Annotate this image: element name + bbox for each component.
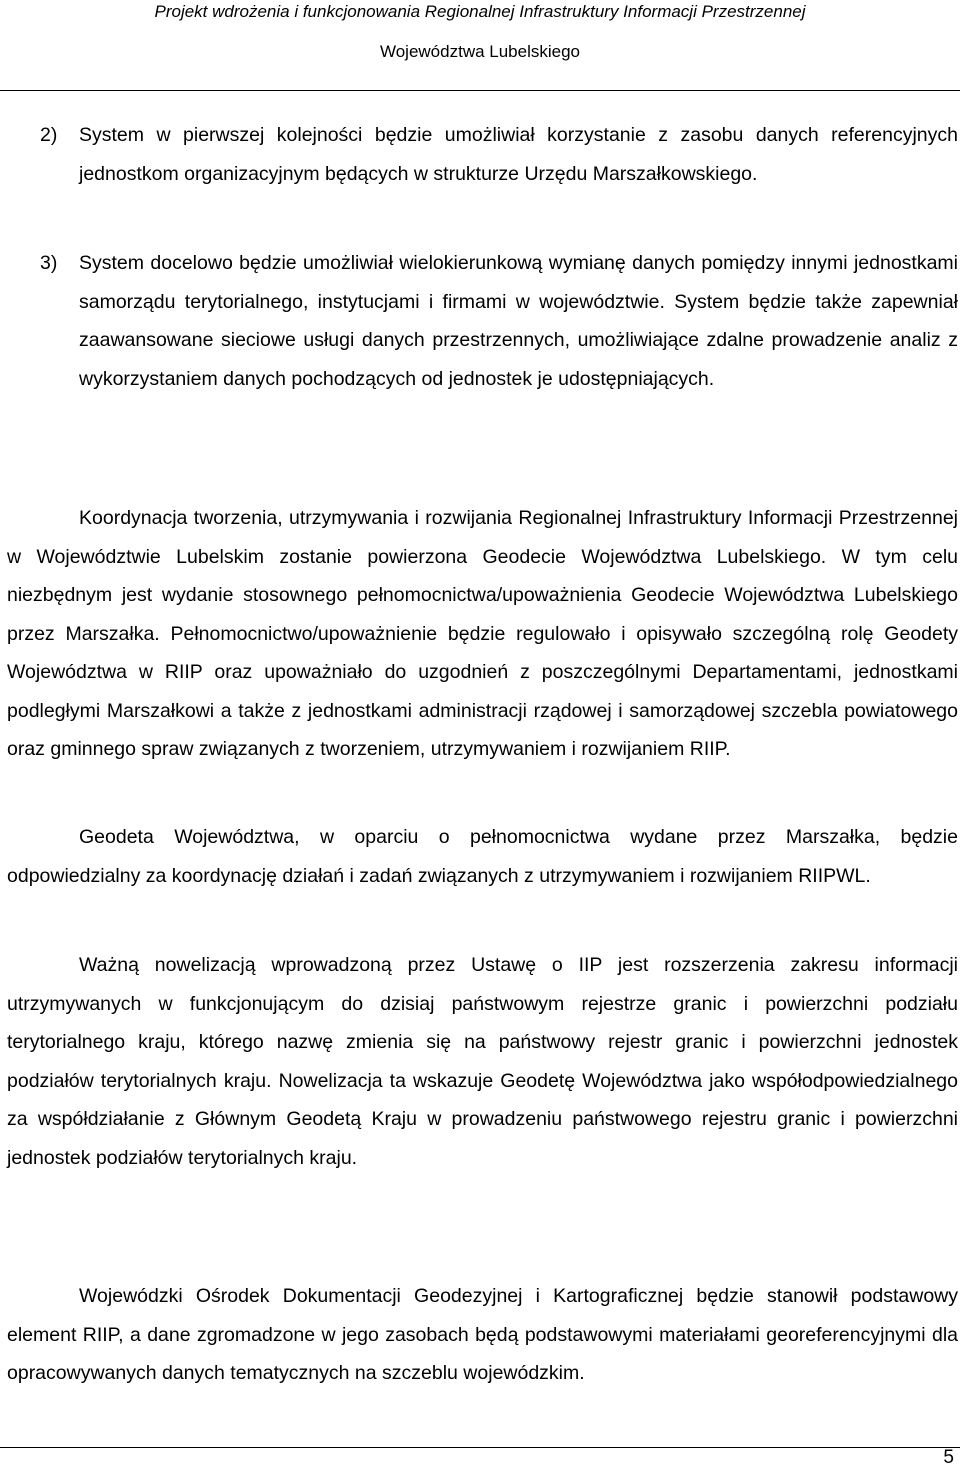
paragraph-wodgik: Wojewódzki Ośrodek Dokumentacji Geodezyjnej i Kartograficznej będzie stanowił podstawowy element RIIP, a dane zgromadzone w jego zasobach będą podstawowymi materiałami georeferencyjnymi dla opracowywanych danych tematycznych na szczeblu wojewódzkim. [7,1285,958,1384]
running-header-subtitle: Województwa Lubelskiego [379,42,581,61]
page-number: 5 [943,1447,954,1468]
list-item-text: System w pierwszej kolejności będzie umożliwiał korzystanie z zasobu danych referencyjnych jednostkom organizacyjnym będących w strukturze Urzędu Marszałkowskiego. [79,124,958,185]
paragraph-coordination: Koordynacja tworzenia, utrzymywania i rozwijania Regionalnej Infrastruktury Informacji Przestrzennej w Województwie Lubelskim zostanie powierzona Geodecie Województwa Lubelskiego. W tym celu niezbędnym jest wydanie stosownego pełnomocnictwa/upoważnienia Geodecie Województwa Lubelskiego przez Marszałka. Pełnomocnictwo/upoważnienie będzie regulowało i opisywało szczególną rolę Geodety Województwa w RIIP oraz upoważniało do uzgodnień z poszczególnymi Departamentami, jednostkami podległymi Marszałkowi a także z jednostkami administracji rządowej i samorządowej szczebla powiatowego oraz gminnego spraw związanych z tworzeniem, utrzymywaniem i rozwijaniem RIIP. [7,507,958,760]
paragraph-geodeta: Geodeta Województwa, w oparciu o pełnomocnictwa wydane przez Marszałka, będzie odpowiedzialny za koordynację działań i zadań związanych z utrzymywaniem i rozwijaniem RIIPWL. [7,826,958,887]
list-item-text: System docelowo będzie umożliwiał wielokierunkową wymianę danych pomiędzy innymi jednostkami samorządu terytorialnego, instytucjami i firmami w województwie. System będzie także zapewniał zaawansowane sieciowe usługi danych przestrzennych, umożliwiające zdalne prowadzenie analiz z wykorzystaniem danych pochodzących od jednostek je udostępniających. [79,252,958,390]
footer-divider [0,1447,960,1448]
paragraph-nowelizacja: Ważną nowelizacją wprowadzoną przez Ustawę o IIP jest rozszerzenia zakresu informacji utrzymywanych w funkcjonującym do dzisiaj państwowym rejestrze granic i powierzchni podziału terytorialnego kraju, którego nazwę zmienia się na państwowy rejestr granic i powierzchni jednostek podziałów terytorialnych kraju. Nowelizacja ta wskazuje Geodetę Województwa jako współodpowiedzialnego za współdziałanie z Głównym Geodetą Kraju w prowadzeniu państwowego rejestru granic i powierzchni jednostek podziałów terytorialnych kraju. [7,954,958,1169]
list-item-number: 2) [40,124,58,146]
running-header-title: Projekt wdrożenia i funkcjonowania Regionalnej Infrastruktury Informacji Przestrzennej [154,2,806,21]
list-item-number: 3) [40,252,58,274]
header-divider [0,90,960,91]
